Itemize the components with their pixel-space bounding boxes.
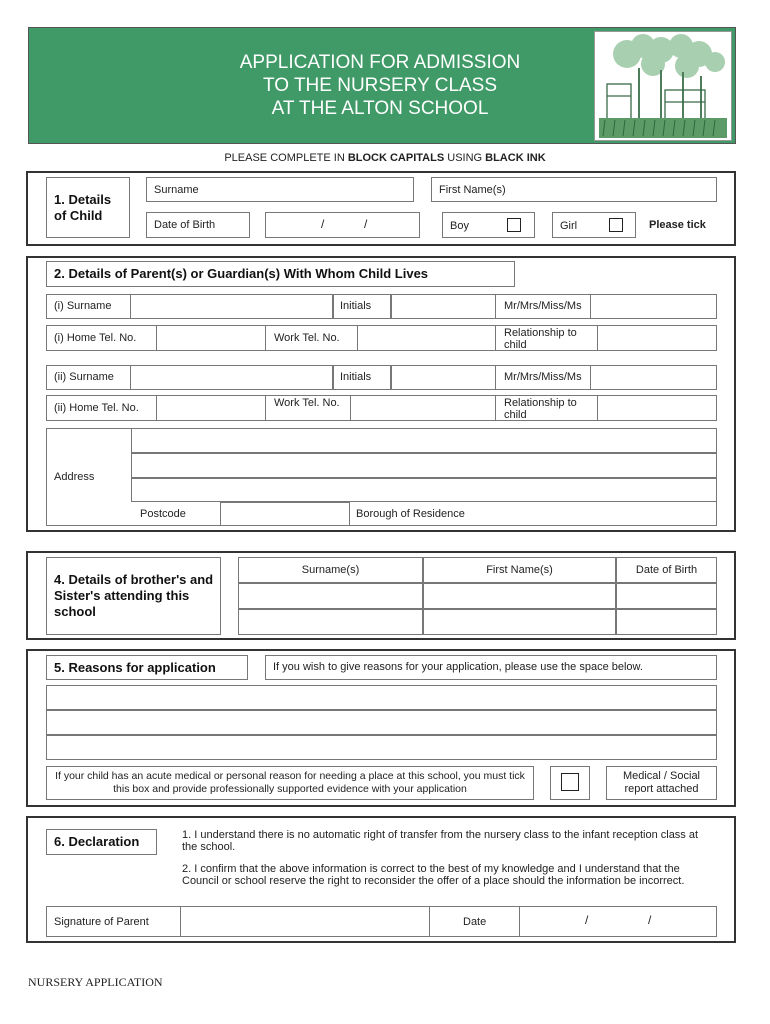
postcode-label: Postcode	[140, 508, 186, 520]
address-line-2[interactable]	[131, 453, 717, 478]
parent1-relationship-field[interactable]	[597, 325, 717, 351]
date-slash-2: /	[648, 913, 652, 927]
dob-slash-1: /	[321, 217, 325, 231]
sibling-row-1-surname[interactable]	[238, 583, 423, 609]
parent2-initials-label: Initials	[340, 371, 372, 383]
girl-checkbox[interactable]	[609, 218, 623, 232]
footer-label: NURSERY APPLICATION	[28, 975, 163, 989]
reasons-line-3[interactable]	[46, 735, 717, 760]
parent1-title-field[interactable]	[590, 294, 717, 319]
parent1-home-tel-field[interactable]	[156, 325, 266, 351]
parent2-work-tel-label: Work Tel. No.	[274, 397, 340, 409]
siblings-col-surname: Surname(s)	[301, 564, 360, 576]
parent2-home-tel-field[interactable]	[156, 395, 266, 421]
parent1-relationship-label: Relationship to child	[504, 327, 577, 351]
reasons-line-2[interactable]	[46, 710, 717, 735]
siblings-heading: 4. Details of brother's and Sister's attending this school	[54, 572, 214, 619]
instruction-line	[0, 152, 770, 165]
child-dob-label: Date of Birth	[154, 219, 216, 231]
address-label: Address	[54, 471, 95, 483]
parent1-title-label: Mr/Mrs/Miss/Ms	[504, 300, 582, 312]
child-dob-field[interactable]	[265, 212, 420, 238]
reasons-line-1[interactable]	[46, 685, 717, 710]
declaration-statement-1: 1. I understand there is no automatic right of transfer from the nursery class to the infant reception class at the school.	[182, 829, 699, 853]
reasons-hint: If you wish to give reasons for your application, please use the space below.	[273, 661, 643, 673]
title-line-2: TO THE NURSERY CLASS	[262, 75, 498, 96]
date-slash-1: /	[585, 913, 589, 927]
siblings-col-dob: Date of Birth	[635, 564, 698, 576]
date-label: Date	[463, 916, 487, 928]
tree-drawing-icon	[595, 32, 731, 140]
sibling-row-2-dob[interactable]	[616, 609, 717, 635]
boy-label: Boy	[450, 220, 469, 232]
parent1-surname-field[interactable]	[130, 294, 333, 319]
parent2-initials-field[interactable]	[391, 365, 496, 390]
parent2-relationship-label: Relationship to child	[504, 397, 577, 421]
parent2-relationship-field[interactable]	[597, 395, 717, 421]
reasons-heading: 5. Reasons for application	[54, 660, 216, 675]
sibling-row-1-dob[interactable]	[616, 583, 717, 609]
parent2-surname-field[interactable]	[130, 365, 333, 390]
girl-label: Girl	[560, 220, 578, 232]
header-title	[160, 51, 600, 120]
parent2-title-field[interactable]	[590, 365, 717, 390]
dob-slash-2: /	[364, 217, 368, 231]
declaration-heading: 6. Declaration	[54, 834, 140, 849]
parent1-work-tel-field[interactable]	[357, 325, 496, 351]
medical-checkbox[interactable]	[561, 773, 579, 791]
siblings-col-first: First Name(s)	[486, 564, 553, 576]
instruction-block-capitals: BLOCK CAPITALS	[347, 152, 445, 164]
address-line-1[interactable]	[131, 428, 717, 453]
address-line-3[interactable]	[131, 478, 717, 502]
parent2-surname-label: (ii) Surname	[54, 371, 114, 383]
school-logo	[594, 31, 732, 141]
declaration-statement-2: 2. I confirm that the above information is correct to the best of my knowledge and I understand that the Council or school reserve the right to reconsider the offer of a place should the information be incorrect.	[182, 863, 685, 887]
signature-field[interactable]	[180, 906, 430, 937]
title-line-1: APPLICATION FOR ADMISSION	[239, 52, 521, 73]
borough-label: Borough of Residence	[356, 508, 465, 520]
signature-label: Signature of Parent	[54, 916, 149, 928]
medical-text: If your child has an acute medical or personal reason for needing a place at this school, you must tick this box and provide professionally supported evidence with your application	[55, 770, 525, 795]
instruction-black-ink: BLACK INK	[485, 152, 546, 164]
parent1-home-tel-label: (i) Home Tel. No.	[54, 332, 137, 344]
parent-heading: 2. Details of Parent(s) or Guardian(s) With Whom Child Lives	[54, 266, 429, 281]
sibling-row-1-first[interactable]	[423, 583, 616, 609]
parent1-work-tel-label: Work Tel. No.	[274, 332, 340, 344]
parent1-surname-label: (i) Surname	[54, 300, 112, 312]
medical-report-label: Medical / Social report attached	[622, 770, 701, 795]
parent2-work-tel-field[interactable]	[350, 395, 496, 421]
please-tick-note: Please tick	[649, 219, 706, 231]
parent1-initials-label: Initials	[340, 300, 372, 312]
child-surname-label: Surname	[154, 184, 199, 196]
postcode-field[interactable]	[220, 502, 350, 526]
instruction-prefix: PLEASE COMPLETE IN	[224, 152, 348, 164]
parent2-home-tel-label: (ii) Home Tel. No.	[54, 402, 139, 414]
child-heading: 1. Details of Child	[54, 192, 112, 223]
title-line-3: AT THE ALTON SCHOOL	[271, 98, 489, 119]
parent1-initials-field[interactable]	[391, 294, 496, 319]
instruction-middle: USING	[444, 152, 486, 164]
child-first-names-label: First Name(s)	[439, 184, 506, 196]
boy-checkbox[interactable]	[507, 218, 521, 232]
declaration-date-field[interactable]	[519, 906, 717, 937]
parent2-title-label: Mr/Mrs/Miss/Ms	[504, 371, 582, 383]
sibling-row-2-first[interactable]	[423, 609, 616, 635]
sibling-row-2-surname[interactable]	[238, 609, 423, 635]
